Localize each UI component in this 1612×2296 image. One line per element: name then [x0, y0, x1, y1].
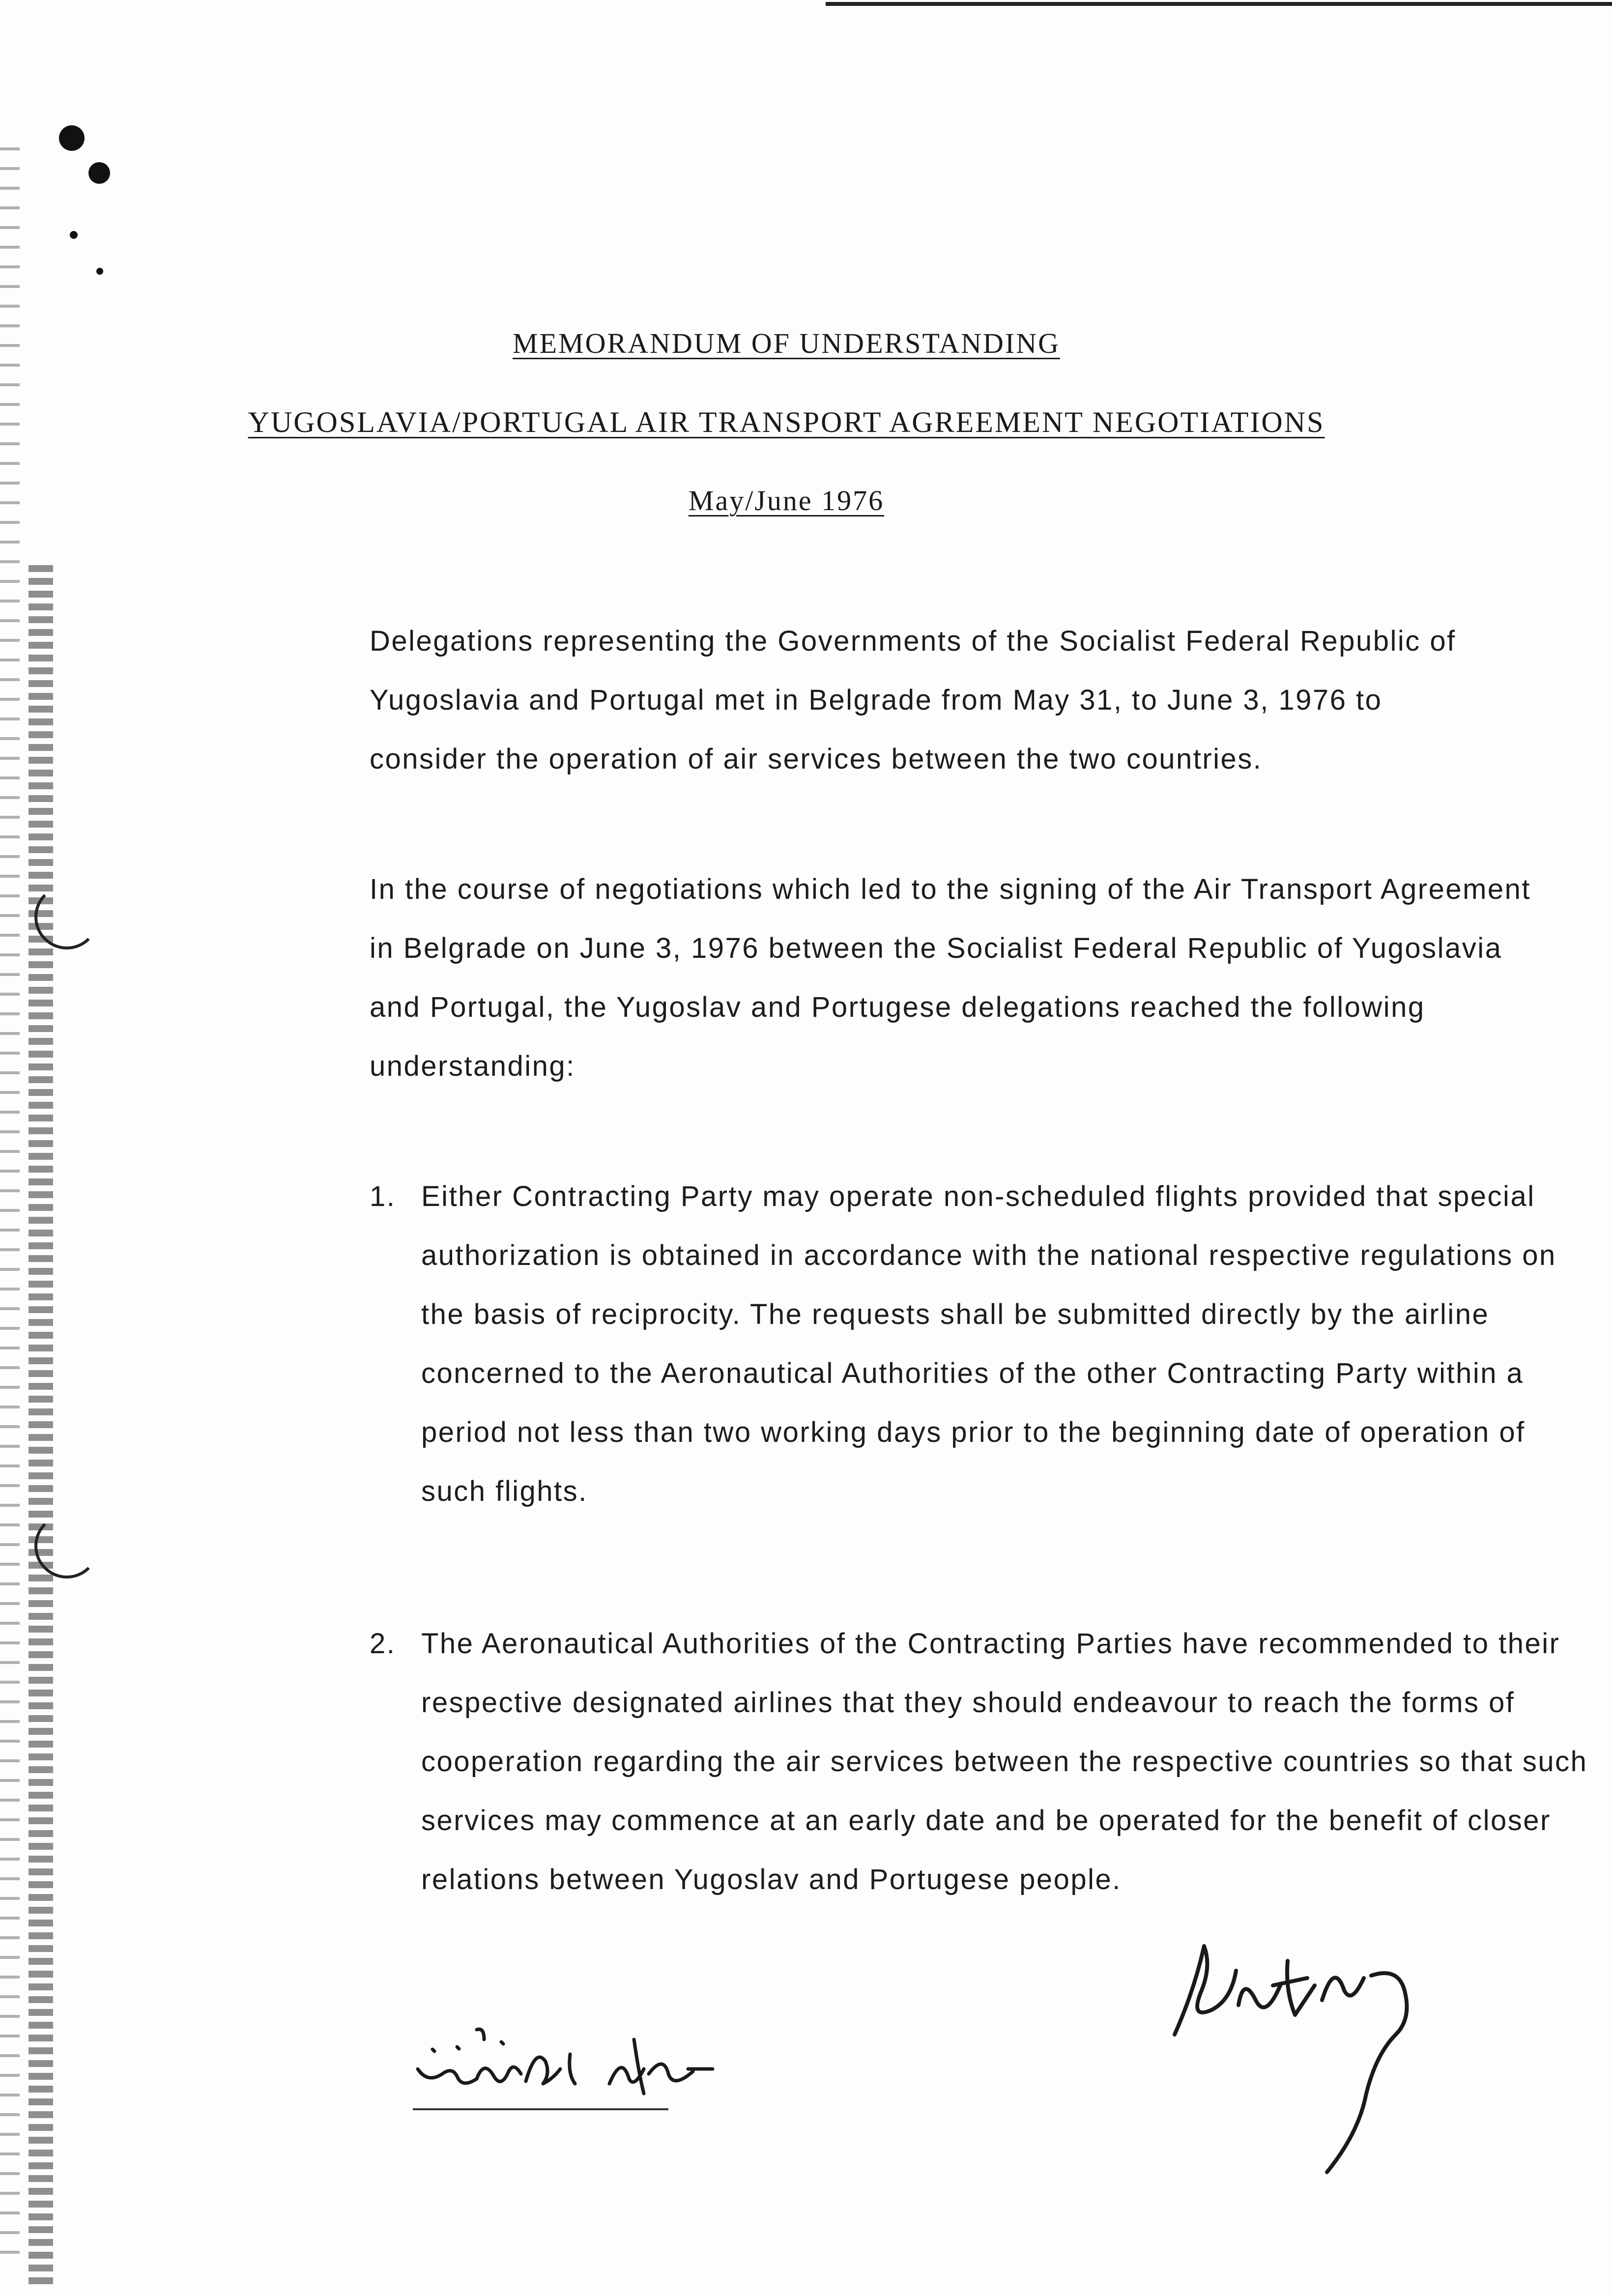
binder-ring-mark	[34, 1514, 99, 1578]
signature-underline	[413, 2108, 668, 2110]
list-item	[370, 1614, 1611, 1968]
list-item	[370, 1167, 1588, 1580]
course-paragraph: In the course of negotiations which led to the signing of the Air Transport Agreement in Belgrade on June 3, 1976 between the Socialist Federal Republic of Yugoslavia and Portugal, the Yugoslav and Portugese delegations reached the following understanding:	[370, 873, 1531, 1082]
punch-hole	[88, 162, 110, 184]
list-item-number: 1.	[370, 1180, 396, 1212]
portuguese-signature-icon	[1145, 1917, 1499, 2261]
title-line-1: MEMORANDUM OF UNDERSTANDING	[513, 327, 1060, 359]
yugoslav-signature-icon	[403, 1995, 796, 2143]
punch-mark	[96, 268, 103, 275]
list-item-number: 2.	[370, 1628, 396, 1660]
title-line-3: May/June 1976	[688, 485, 885, 517]
document-date	[0, 484, 1592, 517]
document-title	[0, 327, 1592, 360]
scan-binding-dots	[0, 147, 20, 2261]
title-line-2: YUGOSLAVIA/PORTUGAL AIR TRANSPORT AGREEMENT NEGOTIATIONS	[248, 406, 1325, 438]
scan-binding-edge	[29, 565, 53, 2285]
list-item-text: The Aeronautical Authorities of the Contracting Parties have recommended to their respective designated airlines that they should endeavour to reach the forms of cooperation regarding the air services between the respective countries so that such services may commence at an early date and be operated for the benefit of closer relations between Yugoslav and Portugese people.	[421, 1628, 1588, 1895]
punch-hole	[59, 125, 85, 151]
punch-mark	[70, 231, 78, 239]
scan-top-rule	[826, 2, 1612, 6]
document-subtitle	[0, 405, 1592, 439]
intro-paragraph: Delegations representing the Governments of the Socialist Federal Republic of Yugoslavia and Portugal met in Belgrade from May 31, to June 3, 1976 to consider the operation of air services between the two countries.	[370, 625, 1456, 775]
list-item-text: Either Contracting Party may operate non-scheduled flights provided that special authorization is obtained in accordance with the national respective regulations on the basis of reciprocity. The requests shall be submitted directly by the airline concerned to the Aeronautical Authorities of the other Contracting Party within a period not less than two working days prior to the beginning date of operation of such flights.	[421, 1180, 1556, 1507]
binder-ring-mark	[34, 885, 99, 949]
